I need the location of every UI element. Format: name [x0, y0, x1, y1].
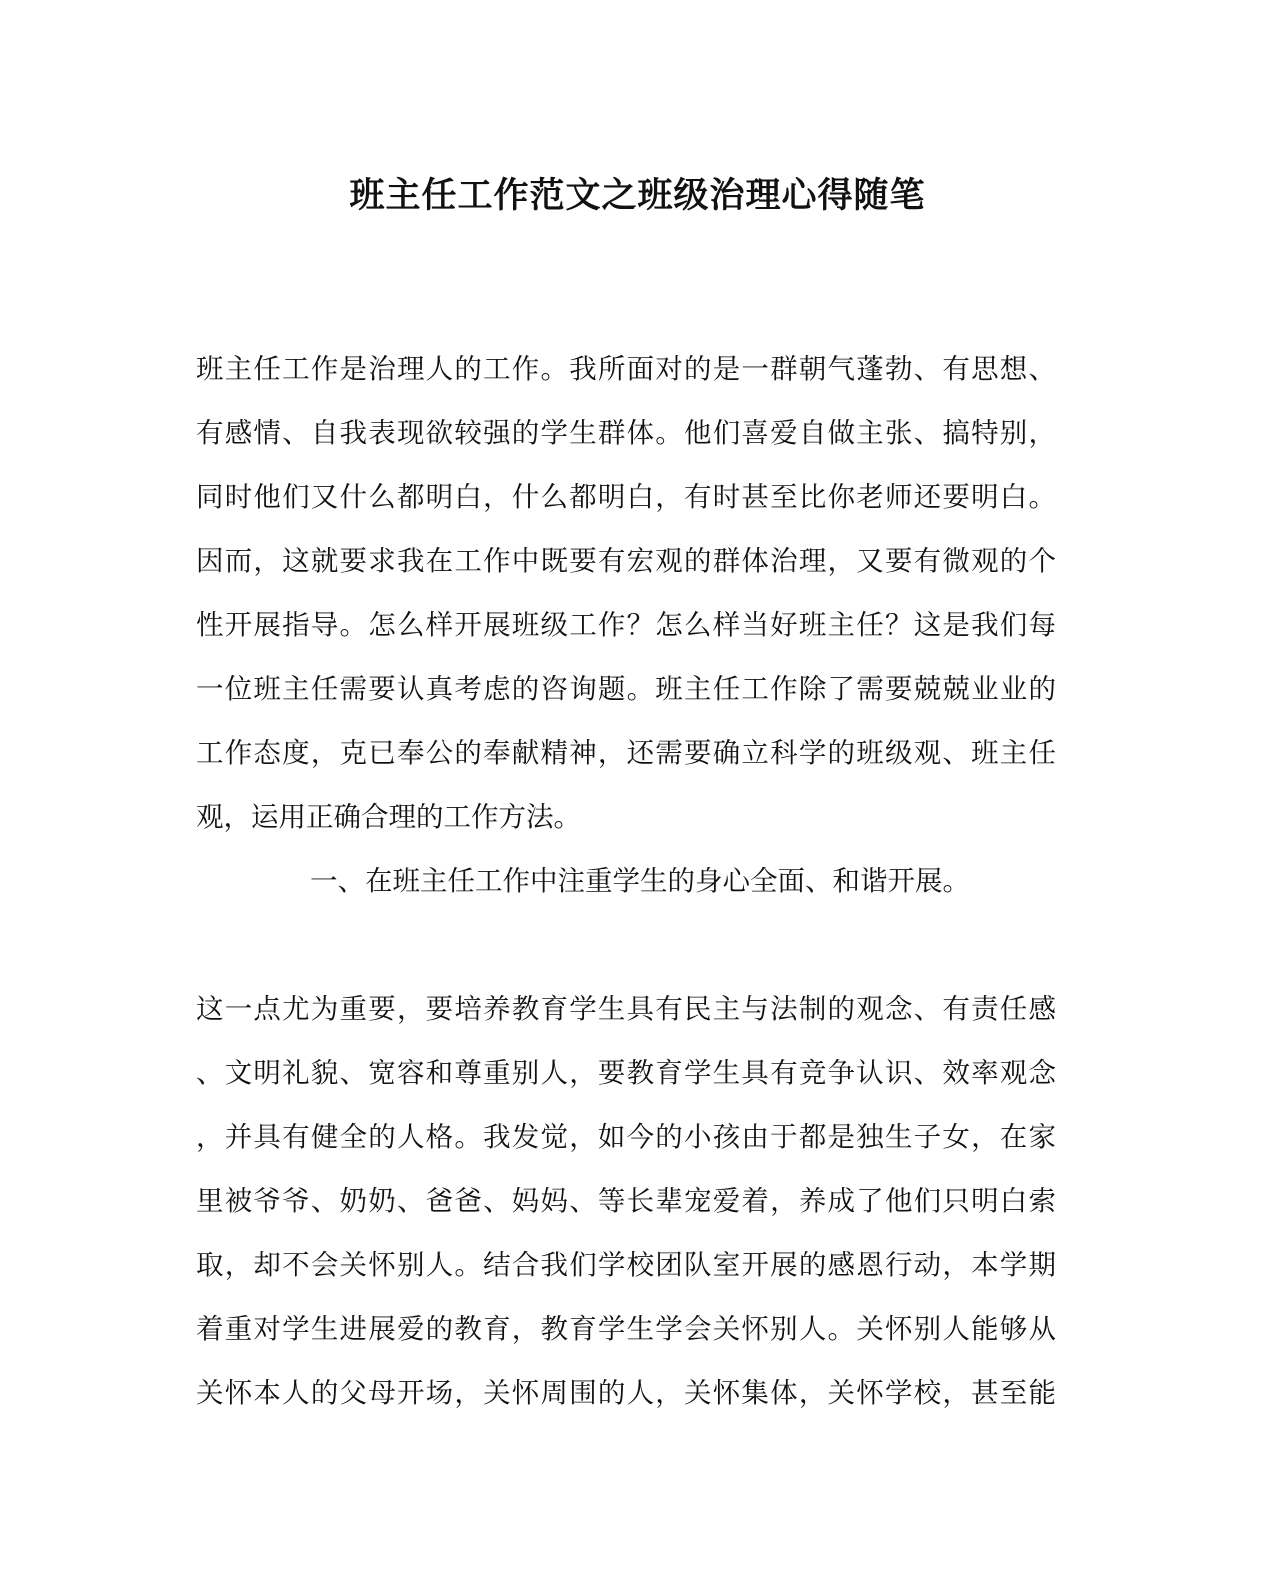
section-heading: 一、在班主任工作中注重学生的身心全面、和谐开展。	[310, 865, 970, 897]
paragraph-line: 性开展指导。怎么样开展班级工作？怎么样当好班主任？这是我们每	[196, 609, 1056, 641]
paragraph-line: 班主任工作是治理人的工作。我所面对的是一群朝气蓬勃、有思想、	[196, 353, 1056, 385]
paragraph-line: 工作态度，克已奉公的奉献精神，还需要确立科学的班级观、班主任	[196, 737, 1056, 769]
paragraph-line: 这一点尤为重要，要培养教育学生具有民主与法制的观念、有责任感	[196, 993, 1056, 1025]
paragraph-line: 取，却不会关怀别人。结合我们学校团队室开展的感恩行动，本学期	[196, 1249, 1056, 1281]
paragraph-line: 关怀本人的父母开场，关怀周围的人，关怀集体，关怀学校，甚至能	[196, 1377, 1056, 1409]
paragraph-line: 一位班主任需要认真考虑的咨询题。班主任工作除了需要兢兢业业的	[196, 673, 1056, 705]
paragraph-line: 有感情、自我表现欲较强的学生群体。他们喜爱自做主张、搞特别，	[196, 417, 1056, 449]
paragraph-line: 着重对学生进展爱的教育，教育学生学会关怀别人。关怀别人能够从	[196, 1313, 1056, 1345]
document-title: 班主任工作范文之班级治理心得随笔	[349, 175, 926, 216]
paragraph-line: 因而，这就要求我在工作中既要有宏观的群体治理，又要有微观的个	[196, 545, 1056, 577]
paragraph-line: 观，运用正确合理的工作方法。	[196, 801, 581, 833]
paragraph-line: ，并具有健全的人格。我发觉，如今的小孩由于都是独生子女，在家	[196, 1121, 1056, 1153]
paragraph-line: 同时他们又什么都明白，什么都明白，有时甚至比你老师还要明白。	[196, 481, 1056, 513]
paragraph-line: 、文明礼貌、宽容和尊重别人，要教育学生具有竞争认识、效率观念	[196, 1057, 1056, 1089]
paragraph-line: 里被爷爷、奶奶、爸爸、妈妈、等长辈宠爱着，养成了他们只明白索	[196, 1185, 1056, 1217]
